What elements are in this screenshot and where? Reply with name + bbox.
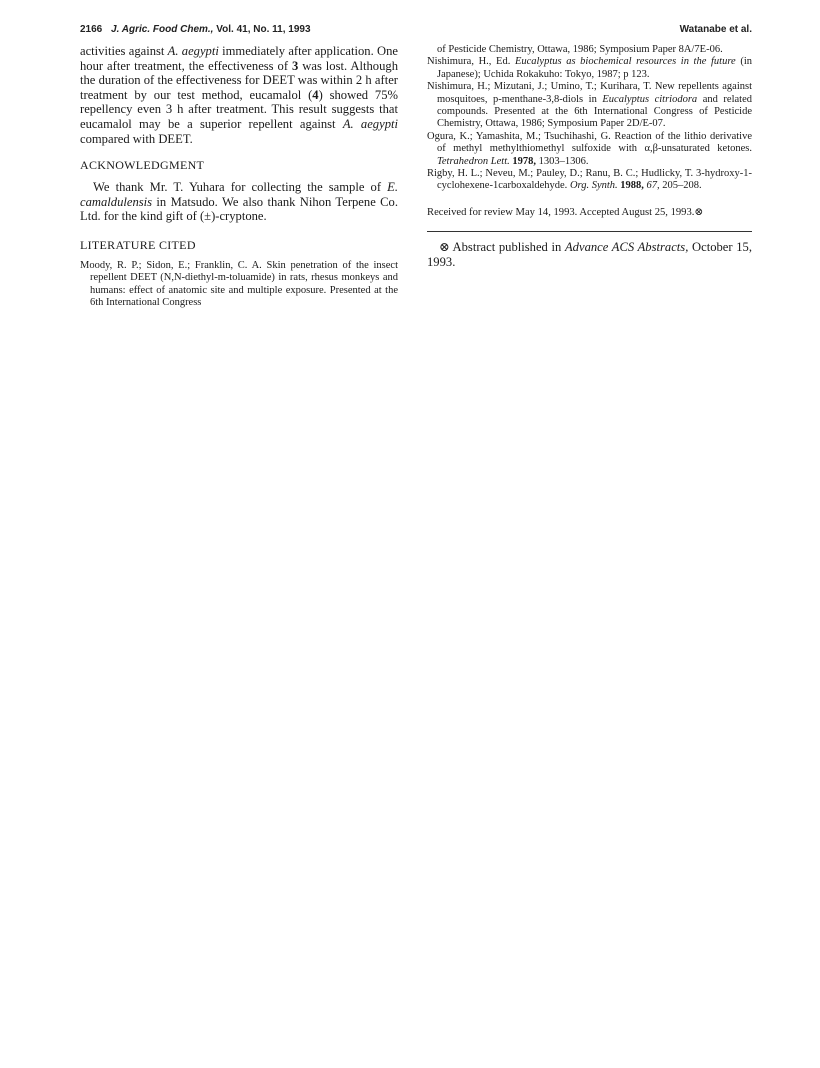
- text-run: 1303–1306.: [535, 155, 589, 167]
- running-head: [80, 24, 752, 40]
- reference-list-right: [427, 44, 752, 193]
- text-run: activities against: [80, 44, 168, 58]
- text-run: ) showed 75% repellency even 3 h after treatment. This result suggests that eucamalol may be a superior repellent against: [80, 87, 398, 131]
- book-title: Eucalyptus as biochemical resources in the future: [514, 56, 736, 68]
- species-name: E. camaldulensis: [80, 180, 398, 209]
- year: 1978,: [509, 155, 536, 167]
- text-run: Rigby, H. L.; Neveu, M.; Pauley, D.; Ranu, B. C.; Hudlicky, T. 3-hydroxy-1-cyclohexene-1carboxaldehyde.: [427, 168, 752, 192]
- reference-nishimura-1987: [427, 56, 752, 81]
- received-dates: Received for review May 14, 1993. Accepted August 25, 1993.⊗: [427, 206, 704, 218]
- reference-ogura-1978: [427, 131, 752, 168]
- text-run: Nishimura, H.; Mizutani, J.; Umino, T.; Kurihara, T. New repellents against mosquitoes, p-menthane-3,8-diols in: [427, 81, 752, 105]
- text-run: and related compounds. Presented at the 6th International Congress of Pesticide Chemistry, Ottawa, 1986; Symposium Paper 2D/E-07.: [437, 93, 752, 130]
- text-run: (in Japanese); Uchida Rokakuho: Tokyo, 1987; p 123.: [437, 56, 752, 80]
- results-paragraph: [80, 44, 398, 146]
- literature-cited-heading: LITERATURE CITED: [80, 237, 196, 252]
- left-column: [80, 44, 398, 310]
- journal-name: J. Agric. Food Chem.,: [111, 24, 214, 35]
- text-run: immediately after application. One hour after treatment, the effectiveness of: [80, 44, 398, 73]
- species-name: Eucalyptus citriodora: [602, 93, 698, 105]
- text-run: October 15, 1993.: [427, 240, 752, 269]
- text-run: was lost. Although the duration of the effectiveness for DEET was within 2 h after treatment by our test method, eucamalol (: [80, 58, 398, 102]
- publication-name: Advance ACS Abstracts,: [564, 240, 689, 255]
- text-run: Abstract published in: [449, 240, 565, 255]
- species-name: A. aegypti: [167, 44, 219, 58]
- acknowledgment-paragraph: [80, 180, 398, 224]
- volume: 67,: [643, 180, 660, 192]
- year: 1988,: [617, 180, 644, 192]
- species-name: A. aegypti: [342, 116, 398, 131]
- reference-nishimura-1986: [427, 81, 752, 131]
- footnote-rule: [427, 231, 752, 232]
- text-run: Nishimura, H., Ed.: [427, 56, 515, 68]
- text-run: in Matsudo. We also thank Nihon Terpene Co. Ltd. for the kind gift of (±)-cryptone.: [80, 194, 398, 224]
- running-head-left: [80, 24, 311, 35]
- text-run: Ogura, K.; Yamashita, M.; Tsuchihashi, G. Reaction of the lithio derivative of methyl methylthiomethyl sulfoxide with α,β-unsaturated ketones.: [427, 130, 752, 155]
- reference-moody-part2: of Pesticide Chemistry, Ottawa, 1986; Symposium Paper 8A/7E-06.: [437, 44, 723, 55]
- right-column: [427, 44, 752, 269]
- journal-abbrev: Org. Synth.: [569, 180, 618, 192]
- reference-rigby-1988: [427, 168, 752, 193]
- volume-info: Vol. 41, No. 11, 1993: [216, 24, 311, 35]
- journal-abbrev: Tetrahedron Lett.: [437, 155, 510, 167]
- text-run: compared with DEET.: [80, 131, 193, 146]
- compound-number: 3: [292, 58, 299, 73]
- text-run: 205–208.: [659, 180, 702, 192]
- abstract-footnote: [427, 240, 752, 269]
- footnote-mark: ⊗: [439, 240, 450, 255]
- text-run: We thank Mr. T. Yuhara for collecting the sample of: [93, 180, 388, 195]
- reference-moody-part1: Moody, R. P.; Sidon, E.; Franklin, C. A. Skin penetration of the insect repellent DEET (N,N-diethyl-m-toluamide) in rats, rhesus monkeys and humans: effect of anatomic site and multiple exposure. Presented at the 6th International Congress: [80, 259, 398, 309]
- running-head-authors: Watanabe et al.: [679, 24, 752, 35]
- reference-list-left: [80, 260, 398, 310]
- acknowledgment-heading: ACKNOWLEDGMENT: [80, 158, 205, 173]
- page-number: 2166: [80, 24, 103, 35]
- compound-number: 4: [312, 87, 319, 102]
